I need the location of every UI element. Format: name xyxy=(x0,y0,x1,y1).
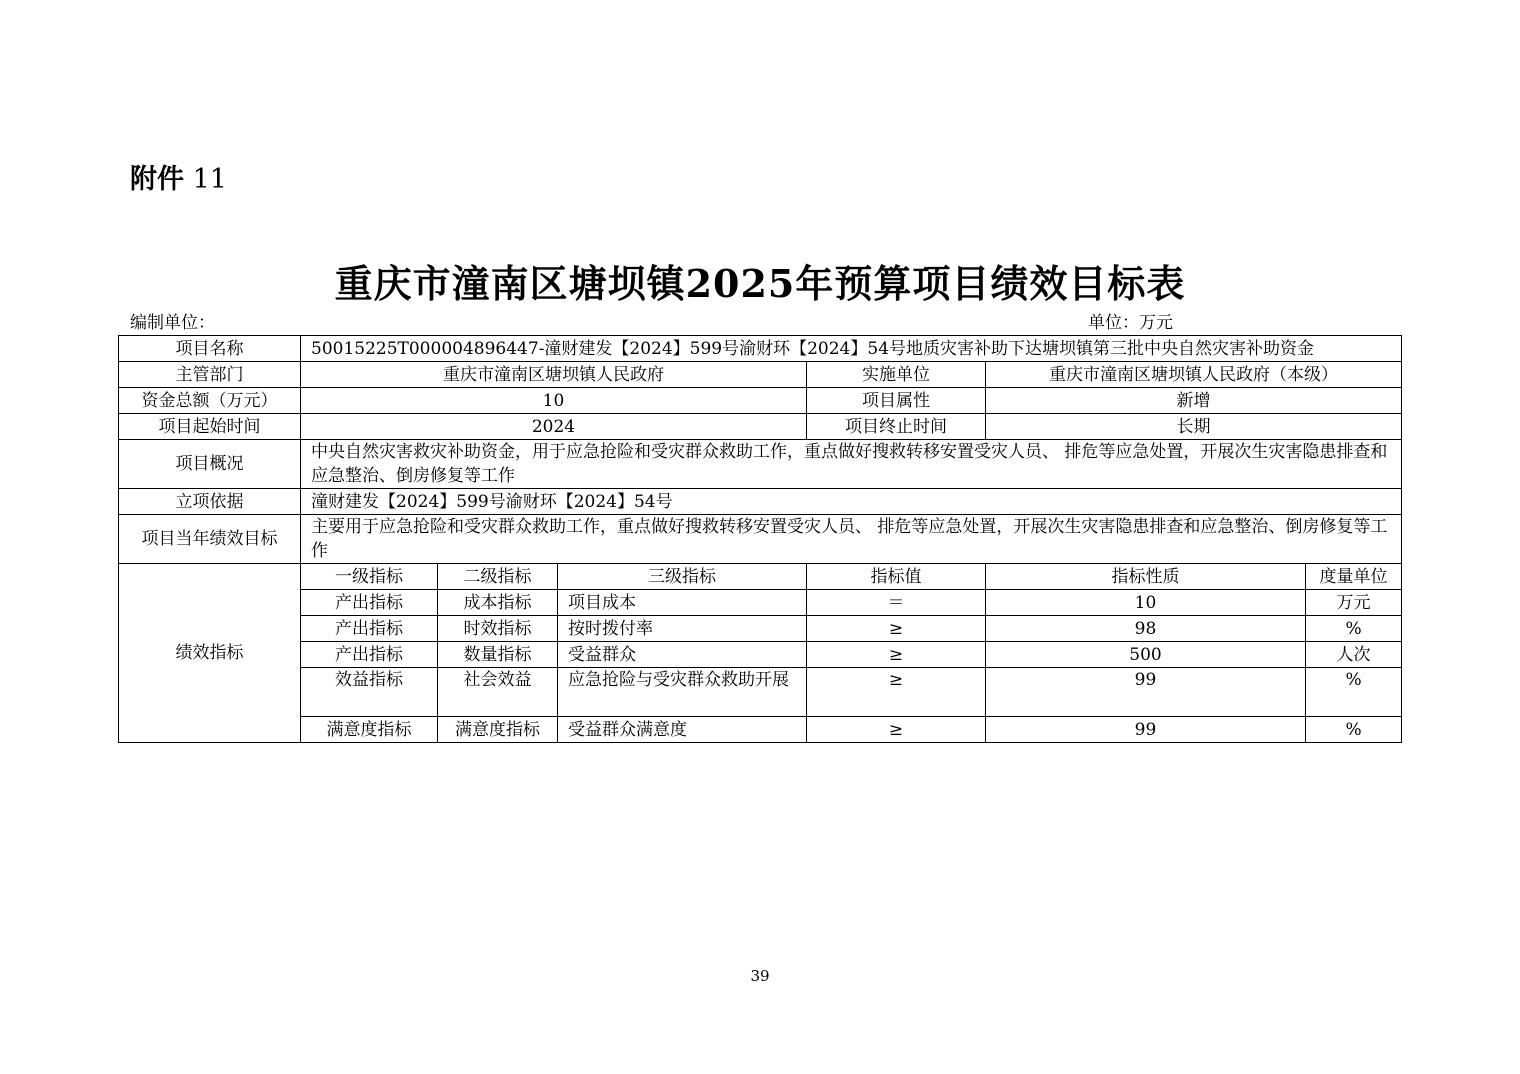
start-value: 2024 xyxy=(301,414,807,440)
end-value: 长期 xyxy=(986,414,1402,440)
table-row xyxy=(119,564,1402,590)
cell-level1: 产出指标 xyxy=(301,616,438,642)
table-row xyxy=(119,489,1402,515)
page-title: 重庆市潼南区塘坝镇2025年预算项目绩效目标表 xyxy=(334,261,1186,306)
cell-unit: 人次 xyxy=(1306,642,1402,668)
header-level1: 一级指标 xyxy=(301,564,438,590)
indicators-label: 绩效指标 xyxy=(119,564,301,743)
cell-level3: 项目成本 xyxy=(558,590,807,616)
cell-op: ≥ xyxy=(807,668,986,717)
attachment-label xyxy=(130,164,227,196)
impl-value: 重庆市潼南区塘坝镇人民政府（本级） xyxy=(986,362,1402,388)
table-row xyxy=(119,616,1402,642)
funds-value: 10 xyxy=(301,388,807,414)
table-row xyxy=(119,642,1402,668)
table-row xyxy=(119,388,1402,414)
table-row xyxy=(119,414,1402,440)
header-nature: 指标性质 xyxy=(986,564,1306,590)
table-row xyxy=(119,717,1402,743)
cell-unit: % xyxy=(1306,668,1402,717)
cell-value: 500 xyxy=(986,642,1306,668)
impl-label: 实施单位 xyxy=(807,362,986,388)
goal-value: 主要用于应急抢险和受灾群众救助工作，重点做好搜救转移安置受灾人员、 排危等应急处置，开展次生灾害隐患排查和应急整治、倒房修复等工作 xyxy=(301,515,1402,564)
end-label: 项目终止时间 xyxy=(807,414,986,440)
page-number: 39 xyxy=(750,967,770,985)
cell-unit: % xyxy=(1306,616,1402,642)
table-row xyxy=(119,362,1402,388)
cell-level3: 受益群众 xyxy=(558,642,807,668)
cell-value: 10 xyxy=(986,590,1306,616)
cell-level2: 数量指标 xyxy=(438,642,558,668)
attachment-number: 11 xyxy=(192,164,227,195)
project-name-value: 50015225T000004896447-潼财建发【2024】599号渝财环【2024】54号地质灾害补助下达塘坝镇第三批中央自然灾害补助资金 xyxy=(301,336,1402,362)
cell-level2: 时效指标 xyxy=(438,616,558,642)
cell-op: ≥ xyxy=(807,616,986,642)
prepared-by-label: 编制单位： xyxy=(130,313,215,333)
cell-level1: 满意度指标 xyxy=(301,717,438,743)
cell-value: 98 xyxy=(986,616,1306,642)
goal-label: 项目当年绩效目标 xyxy=(119,515,301,564)
attr-label: 项目属性 xyxy=(807,388,986,414)
cell-level3: 受益群众满意度 xyxy=(558,717,807,743)
cell-value: 99 xyxy=(986,717,1306,743)
header-level2: 二级指标 xyxy=(438,564,558,590)
cell-level1: 产出指标 xyxy=(301,590,438,616)
unit-label: 单位：万元 xyxy=(1088,313,1173,333)
table-row xyxy=(119,336,1402,362)
cell-op: ≥ xyxy=(807,642,986,668)
basis-label: 立项依据 xyxy=(119,489,301,515)
cell-level3: 应急抢险与受灾群众救助开展 xyxy=(558,668,807,717)
start-label: 项目起始时间 xyxy=(119,414,301,440)
performance-table xyxy=(118,335,1402,743)
cell-level1: 产出指标 xyxy=(301,642,438,668)
dept-value: 重庆市潼南区塘坝镇人民政府 xyxy=(301,362,807,388)
overview-label: 项目概况 xyxy=(119,440,301,489)
cell-level3: 按时拨付率 xyxy=(558,616,807,642)
cell-unit: 万元 xyxy=(1306,590,1402,616)
cell-op: ≥ xyxy=(807,717,986,743)
table-row xyxy=(119,668,1402,717)
basis-value: 潼财建发【2024】599号渝财环【2024】54号 xyxy=(301,489,1402,515)
header-unit: 度量单位 xyxy=(1306,564,1402,590)
cell-level2: 满意度指标 xyxy=(438,717,558,743)
dept-label: 主管部门 xyxy=(119,362,301,388)
cell-unit: % xyxy=(1306,717,1402,743)
cell-level2: 社会效益 xyxy=(438,668,558,717)
header-value: 指标值 xyxy=(807,564,986,590)
funds-label: 资金总额（万元） xyxy=(119,388,301,414)
project-name-label: 项目名称 xyxy=(119,336,301,362)
attachment-text: 附件 xyxy=(130,164,184,195)
overview-value: 中央自然灾害救灾补助资金，用于应急抢险和受灾群众救助工作，重点做好搜救转移安置受灾人员、 排危等应急处置，开展次生灾害隐患排查和应急整治、倒房修复等工作 xyxy=(301,440,1402,489)
cell-level2: 成本指标 xyxy=(438,590,558,616)
attr-value: 新增 xyxy=(986,388,1402,414)
table-row xyxy=(119,590,1402,616)
cell-level1: 效益指标 xyxy=(301,668,438,717)
cell-op: ＝ xyxy=(807,590,986,616)
header-level3: 三级指标 xyxy=(558,564,807,590)
cell-value: 99 xyxy=(986,668,1306,717)
table-row xyxy=(119,440,1402,489)
table-row xyxy=(119,515,1402,564)
